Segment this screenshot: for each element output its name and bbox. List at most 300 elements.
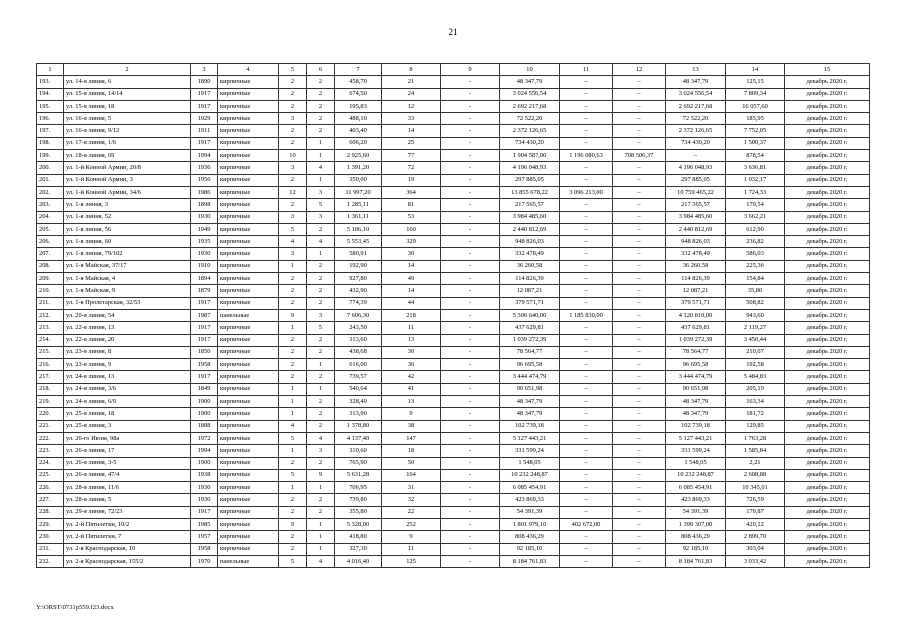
cell-floors: 3: [279, 162, 307, 174]
cell-entrances: 2: [307, 88, 335, 100]
cell-col-12: –: [613, 518, 666, 530]
cell-total-cost: 4 196 048,93: [500, 162, 560, 174]
cell-floors: 2: [279, 346, 307, 358]
table-row: [37, 371, 870, 383]
cell-col-11: –: [560, 482, 613, 494]
cell-area: 765,90: [335, 457, 382, 469]
table-row: [37, 137, 870, 149]
cell-wall-material: кирпичные: [218, 186, 279, 198]
cell-area: 1 361,11: [335, 211, 382, 223]
cell-address: ул. 29-я линия, 72/23: [64, 506, 191, 518]
cell-area: 192,90: [335, 260, 382, 272]
cell-col-11: 1 196 080,63: [560, 150, 613, 162]
cell-col-9: -: [441, 113, 500, 125]
cell-col-9: -: [441, 186, 500, 198]
cell-residents: 14: [382, 285, 441, 297]
cell-deadline: декабрь 2020 г.: [785, 100, 870, 112]
cell-col-12: –: [613, 88, 666, 100]
cell-col-12: –: [613, 531, 666, 543]
cell-col-12: –: [613, 383, 666, 395]
cell-deadline: декабрь 2020 г.: [785, 432, 870, 444]
cell-deadline: декабрь 2020 г.: [785, 260, 870, 272]
cell-residents: 8: [382, 64, 441, 76]
cell-wall-material: кирпичные: [218, 199, 279, 211]
cell-entrances: 2: [307, 396, 335, 408]
cell-residents: 329: [382, 236, 441, 248]
cell-year-built: 1958: [191, 543, 218, 555]
cell-deadline: декабрь 2020 г.: [785, 445, 870, 457]
cell-row-number: 213.: [37, 322, 64, 334]
cell-total-cost: 6 085 454,91: [500, 482, 560, 494]
cell-area: 739,57: [335, 371, 382, 383]
cell-col-12: –: [613, 445, 666, 457]
cell-col-12: –: [613, 408, 666, 420]
cell-entrances: 5: [307, 199, 335, 211]
cell-col-14: 726,59: [726, 494, 785, 506]
cell-year-built: 1879: [191, 285, 218, 297]
cell-col-9: -: [441, 543, 500, 555]
cell-row-number: 202.: [37, 186, 64, 198]
cell-row-number: 207.: [37, 248, 64, 260]
cell-entrances: 3: [307, 445, 335, 457]
cell-wall-material: кирпичные: [218, 506, 279, 518]
cell-entrances: 2: [307, 346, 335, 358]
cell-deadline: декабрь 2020 г.: [785, 334, 870, 346]
cell-col-13: 217 565,57: [666, 199, 726, 211]
cell-entrances: 2: [307, 273, 335, 285]
cell-deadline: декабрь 2020 г.: [785, 506, 870, 518]
cell-col-9: -: [441, 297, 500, 309]
cell-col-11: 402 672,00: [560, 518, 613, 530]
cell-col-12: 12: [613, 64, 666, 76]
cell-year-built: 1890: [191, 76, 218, 88]
cell-address: ул. 22-я линия, 20: [64, 334, 191, 346]
cell-wall-material: кирпичные: [218, 334, 279, 346]
cell-address: ул. 1-я линия, 52: [64, 211, 191, 223]
cell-total-cost: 2 440 812,69: [500, 223, 560, 235]
cell-floors: 2: [279, 88, 307, 100]
cell-year-built: 1849: [191, 383, 218, 395]
cell-total-cost: 3 984 485,60: [500, 211, 560, 223]
cell-deadline: декабрь 2020 г.: [785, 285, 870, 297]
cell-deadline: декабрь 2020 г.: [785, 236, 870, 248]
cell-entrances: 1: [307, 383, 335, 395]
cell-col-9: -: [441, 432, 500, 444]
cell-area: 328,40: [335, 396, 382, 408]
cell-col-13: 4 196 048,93: [666, 162, 726, 174]
cell-residents: 18: [382, 445, 441, 457]
cell-residents: 252: [382, 518, 441, 530]
cell-year-built: 1970: [191, 555, 218, 567]
cell-row-number: 204.: [37, 211, 64, 223]
table-row: [37, 125, 870, 137]
cell-year-built: 1938: [191, 469, 218, 481]
cell-deadline: декабрь 2020 г.: [785, 371, 870, 383]
cell-row-number: 211.: [37, 297, 64, 309]
cell-wall-material: кирпичные: [218, 383, 279, 395]
cell-col-12: –: [613, 162, 666, 174]
cell-col-9: -: [441, 150, 500, 162]
cell-area: 4 016,40: [335, 555, 382, 567]
cell-year-built: 1917: [191, 322, 218, 334]
cell-entrances: 2: [307, 125, 335, 137]
cell-address: ул. 1-я линия, 79/102: [64, 248, 191, 260]
cell-row-number: 195.: [37, 100, 64, 112]
table-row: [37, 506, 870, 518]
cell-year-built: 1994: [191, 445, 218, 457]
cell-wall-material: кирпичные: [218, 297, 279, 309]
table-row: [37, 199, 870, 211]
cell-total-cost: 379 571,71: [500, 297, 560, 309]
cell-address: ул. 1-я Майская, 4: [64, 273, 191, 285]
cell-residents: 30: [382, 346, 441, 358]
cell-col-13: 331 599,24: [666, 445, 726, 457]
cell-residents: 38: [382, 420, 441, 432]
cell-col-9: -: [441, 445, 500, 457]
cell-col-14: 2 608,88: [726, 469, 785, 481]
cell-col-12: –: [613, 543, 666, 555]
cell-entrances: 2: [307, 76, 335, 88]
cell-wall-material: кирпичные: [218, 396, 279, 408]
cell-col-11: –: [560, 322, 613, 334]
cell-address: ул. 28-я линия, 11/6: [64, 482, 191, 494]
cell-residents: 13: [382, 334, 441, 346]
cell-col-12: –: [613, 555, 666, 567]
cell-entrances: 2: [307, 371, 335, 383]
cell-col-9: -: [441, 273, 500, 285]
cell-address: ул. 26-я линия, 47/4: [64, 469, 191, 481]
cell-total-cost: 48 347,79: [500, 76, 560, 88]
cell-floors: 1: [279, 396, 307, 408]
cell-entrances: 2: [307, 297, 335, 309]
cell-floors: 5: [279, 555, 307, 567]
cell-area: 927,80: [335, 273, 382, 285]
cell-row-number: 224.: [37, 457, 64, 469]
cell-year-built: 1994: [191, 150, 218, 162]
table-row: [37, 273, 870, 285]
cell-col-11: –: [560, 297, 613, 309]
cell-address: ул. 16-я линия, 9/12: [64, 125, 191, 137]
cell-col-14: 14: [726, 64, 785, 76]
cell-wall-material: кирпичные: [218, 371, 279, 383]
cell-address: ул. 26-я линия, 17: [64, 445, 191, 457]
cell-col-13: 54 391,39: [666, 506, 726, 518]
cell-col-14: 943,60: [726, 309, 785, 321]
cell-col-9: -: [441, 457, 500, 469]
cell-wall-material: кирпичные: [218, 273, 279, 285]
cell-col-13: 437 629,81: [666, 322, 726, 334]
table-row: [37, 100, 870, 112]
cell-residents: 77: [382, 150, 441, 162]
cell-row-number: 217.: [37, 371, 64, 383]
cell-col-12: –: [613, 309, 666, 321]
cell-col-13: 10 759 465,22: [666, 186, 726, 198]
cell-address: ул. 15-я линия, 14/14: [64, 88, 191, 100]
cell-deadline: 15: [785, 64, 870, 76]
cell-col-14: 125,15: [726, 76, 785, 88]
cell-col-14: 210,07: [726, 346, 785, 358]
cell-area: 418,80: [335, 531, 382, 543]
cell-address: ул. 24-я линия, 13: [64, 371, 191, 383]
cell-address: ул. 2-й Пятилетки, 7: [64, 531, 191, 543]
cell-wall-material: кирпичные: [218, 531, 279, 543]
cell-row-number: 198.: [37, 137, 64, 149]
cell-col-9: -: [441, 322, 500, 334]
cell-address: ул. 1-й Конной Армии, 20/8: [64, 162, 191, 174]
table-row: [37, 297, 870, 309]
cell-col-14: 205,19: [726, 383, 785, 395]
cell-wall-material: 4: [218, 64, 279, 76]
cell-col-11: –: [560, 408, 613, 420]
cell-entrances: 2: [307, 100, 335, 112]
cell-residents: 24: [382, 88, 441, 100]
cell-address: ул. 1-я Пролетарская, 32/53: [64, 297, 191, 309]
table-row: [37, 309, 870, 321]
cell-wall-material: кирпичные: [218, 100, 279, 112]
cell-col-13: 2 372 126,65: [666, 125, 726, 137]
table-row: [37, 322, 870, 334]
cell-address: ул. 1-й Конной Армии, 3: [64, 174, 191, 186]
table-row: [37, 346, 870, 358]
cell-area: 706,95: [335, 482, 382, 494]
cell-row-number: 229.: [37, 518, 64, 530]
cell-col-12: –: [613, 113, 666, 125]
cell-floors: 5: [279, 223, 307, 235]
cell-area: 488,10: [335, 113, 382, 125]
cell-col-11: –: [560, 555, 613, 567]
cell-col-11: –: [560, 211, 613, 223]
cell-floors: 2: [279, 137, 307, 149]
header-row: [37, 64, 870, 76]
cell-col-14: 1 500,37: [726, 137, 785, 149]
cell-address: ул. 1-я линия, 60: [64, 236, 191, 248]
cell-deadline: декабрь 2020 г.: [785, 531, 870, 543]
cell-col-11: –: [560, 273, 613, 285]
cell-col-9: -: [441, 223, 500, 235]
cell-deadline: декабрь 2020 г.: [785, 199, 870, 211]
cell-total-cost: 437 629,81: [500, 322, 560, 334]
cell-col-12: –: [613, 494, 666, 506]
cell-floors: 2: [279, 543, 307, 555]
cell-residents: 53: [382, 211, 441, 223]
cell-area: 11 997,20: [335, 186, 382, 198]
cell-area: 580,91: [335, 248, 382, 260]
cell-col-14: 16 057,60: [726, 100, 785, 112]
cell-row-number: 208.: [37, 260, 64, 272]
cell-col-9: -: [441, 518, 500, 530]
cell-total-cost: 331 599,24: [500, 445, 560, 457]
cell-area: 355,80: [335, 506, 382, 518]
cell-col-13: 3 444 474,79: [666, 371, 726, 383]
cell-wall-material: кирпичные: [218, 248, 279, 260]
cell-deadline: декабрь 2020 г.: [785, 248, 870, 260]
cell-col-14: 420,12: [726, 518, 785, 530]
file-path-footer: Y:\ORST\0731p559.f23.docx: [36, 604, 114, 611]
cell-floors: 2: [279, 285, 307, 297]
cell-deadline: декабрь 2020 г.: [785, 383, 870, 395]
cell-row-number: 227.: [37, 494, 64, 506]
cell-year-built: 1930: [191, 248, 218, 260]
cell-col-9: -: [441, 88, 500, 100]
cell-row-number: 205.: [37, 223, 64, 235]
cell-deadline: декабрь 2020 г.: [785, 76, 870, 88]
cell-total-cost: 54 391,39: [500, 506, 560, 518]
cell-deadline: декабрь 2020 г.: [785, 174, 870, 186]
cell-col-12: 708 506,37: [613, 150, 666, 162]
cell-entrances: 1: [307, 543, 335, 555]
cell-floors: 2: [279, 457, 307, 469]
cell-col-11: –: [560, 432, 613, 444]
cell-col-11: –: [560, 396, 613, 408]
cell-row-number: 223.: [37, 445, 64, 457]
cell-residents: 164: [382, 469, 441, 481]
cell-col-13: 2 440 812,69: [666, 223, 726, 235]
cell-col-14: 3 033,42: [726, 555, 785, 567]
cell-total-cost: 1 801 979,10: [500, 518, 560, 530]
cell-area: 7: [335, 64, 382, 76]
cell-deadline: декабрь 2020 г.: [785, 346, 870, 358]
cell-year-built: 1929: [191, 113, 218, 125]
cell-col-12: –: [613, 359, 666, 371]
cell-wall-material: кирпичные: [218, 518, 279, 530]
cell-wall-material: кирпичные: [218, 88, 279, 100]
cell-col-13: 4 120 810,00: [666, 309, 726, 321]
cell-col-9: -: [441, 408, 500, 420]
cell-wall-material: кирпичные: [218, 322, 279, 334]
cell-col-14: 508,82: [726, 297, 785, 309]
cell-area: 243,50: [335, 322, 382, 334]
cell-col-14: 878,54: [726, 150, 785, 162]
cell-year-built: 1917: [191, 297, 218, 309]
cell-residents: 13: [382, 396, 441, 408]
cell-col-11: –: [560, 236, 613, 248]
table-row: [37, 211, 870, 223]
cell-floors: 3: [279, 211, 307, 223]
cell-col-11: –: [560, 494, 613, 506]
cell-entrances: 1: [307, 359, 335, 371]
cell-floors: 2: [279, 371, 307, 383]
cell-address: ул. 1-я Майская, 37/17: [64, 260, 191, 272]
cell-residents: 33: [382, 113, 441, 125]
cell-area: 616,00: [335, 359, 382, 371]
cell-floors: 2: [279, 494, 307, 506]
cell-residents: 31: [382, 482, 441, 494]
cell-floors: 2: [279, 199, 307, 211]
cell-row-number: 194.: [37, 88, 64, 100]
table-row: [37, 518, 870, 530]
cell-wall-material: панельные: [218, 555, 279, 567]
cell-col-11: –: [560, 137, 613, 149]
cell-wall-material: кирпичные: [218, 285, 279, 297]
cell-row-number: 231.: [37, 543, 64, 555]
cell-year-built: 1972: [191, 432, 218, 444]
cell-col-13: 948 826,03: [666, 236, 726, 248]
cell-address: ул. 15-я линия, 18: [64, 100, 191, 112]
cell-entrances: 4: [307, 432, 335, 444]
cell-entrances: 3: [307, 211, 335, 223]
cell-col-14: 7 809,34: [726, 88, 785, 100]
cell-area: 739,80: [335, 494, 382, 506]
cell-wall-material: кирпичные: [218, 420, 279, 432]
cell-row-number: 222.: [37, 432, 64, 444]
cell-row-number: 230.: [37, 531, 64, 543]
cell-col-14: 2 119,27: [726, 322, 785, 334]
cell-col-13: 1 399 307,00: [666, 518, 726, 530]
cell-residents: 14: [382, 260, 441, 272]
table-body: [37, 64, 870, 568]
cell-entrances: 2: [307, 408, 335, 420]
cell-col-9: -: [441, 555, 500, 567]
cell-col-12: –: [613, 432, 666, 444]
cell-address: ул. 1-я Майская, 9: [64, 285, 191, 297]
cell-col-9: -: [441, 211, 500, 223]
cell-col-12: –: [613, 100, 666, 112]
cell-row-number: 196.: [37, 113, 64, 125]
cell-row-number: 1: [37, 64, 64, 76]
cell-col-13: 90 651,98: [666, 383, 726, 395]
cell-col-11: –: [560, 248, 613, 260]
cell-col-12: –: [613, 137, 666, 149]
cell-col-13: 72 522,20: [666, 113, 726, 125]
cell-col-12: –: [613, 248, 666, 260]
cell-col-13: 48 347,79: [666, 408, 726, 420]
cell-floors: 9: [279, 309, 307, 321]
cell-residents: 125: [382, 555, 441, 567]
cell-col-11: –: [560, 76, 613, 88]
cell-row-number: 218.: [37, 383, 64, 395]
housing-table: [36, 63, 870, 568]
cell-col-14: 3 636,81: [726, 162, 785, 174]
cell-floors: 3: [279, 113, 307, 125]
cell-address: ул. 2-й Пятилетки, 10/2: [64, 518, 191, 530]
cell-floors: 9: [279, 518, 307, 530]
cell-col-9: -: [441, 494, 500, 506]
cell-col-12: –: [613, 371, 666, 383]
cell-col-13: 10 232 248,87: [666, 469, 726, 481]
cell-area: 310,60: [335, 445, 382, 457]
cell-area: 5 553,45: [335, 236, 382, 248]
cell-address: ул. 16-я линия, 5: [64, 113, 191, 125]
cell-col-11: –: [560, 260, 613, 272]
cell-entrances: 2: [307, 494, 335, 506]
cell-deadline: декабрь 2020 г.: [785, 482, 870, 494]
cell-year-built: 1898: [191, 199, 218, 211]
cell-deadline: декабрь 2020 г.: [785, 469, 870, 481]
cell-row-number: 201.: [37, 174, 64, 186]
cell-col-13: 2 692 217,68: [666, 100, 726, 112]
cell-deadline: декабрь 2020 г.: [785, 309, 870, 321]
cell-floors: 2: [279, 76, 307, 88]
cell-col-14: 225,36: [726, 260, 785, 272]
cell-area: 2 925,60: [335, 150, 382, 162]
table-row: [37, 359, 870, 371]
cell-year-built: 1894: [191, 273, 218, 285]
cell-col-12: –: [613, 469, 666, 481]
cell-address: ул. 22-я линия, 13: [64, 322, 191, 334]
cell-col-12: –: [613, 125, 666, 137]
cell-row-number: 197.: [37, 125, 64, 137]
cell-total-cost: 1 548,05: [500, 457, 560, 469]
table-row: [37, 420, 870, 432]
table-row: [37, 76, 870, 88]
cell-deadline: декабрь 2020 г.: [785, 543, 870, 555]
cell-area: 7 606,30: [335, 309, 382, 321]
table-row: [37, 88, 870, 100]
cell-wall-material: кирпичные: [218, 137, 279, 149]
cell-col-9: -: [441, 334, 500, 346]
cell-col-14: 236,82: [726, 236, 785, 248]
cell-floors: 3: [279, 248, 307, 260]
